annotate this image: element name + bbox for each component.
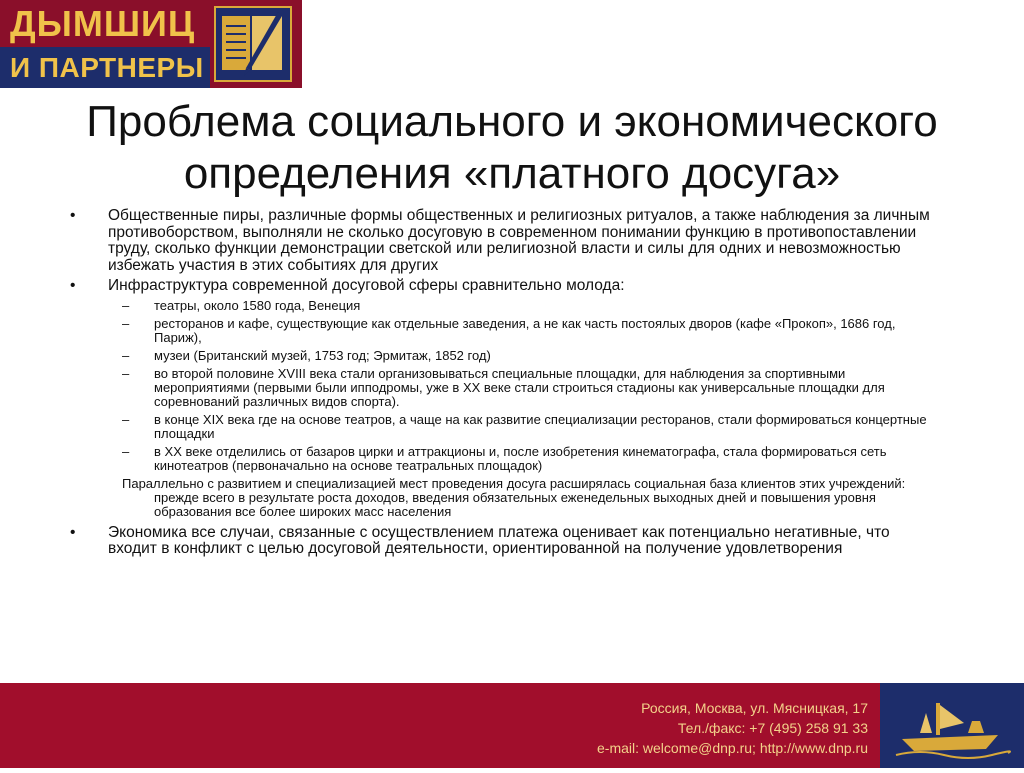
bullet-text: Экономика все случаи, связанные с осуществлением платежа оценивает как потенциально негативные, что входит в конфликт с целью досуговой деятельности, ориентированной на получение удовлетворения <box>108 523 890 557</box>
sub-bullet-text: ресторанов и кафе, существующие как отдельные заведения, а не как часть постоялых дворов (кафе «Прокоп», 1686 год, Париж), <box>154 315 896 345</box>
footer-address: Россия, Москва, ул. Мясницкая, 17 <box>641 700 868 716</box>
sub-bullet-marker: – <box>122 297 130 313</box>
sub-bullet-item <box>70 349 930 363</box>
sub-bullet-item <box>70 367 930 409</box>
sub-bullet-text: в XX веке отделились от базаров цирки и аттракционы и, после изобретения кинематографа, стала формироваться сеть кинотеатров (первоначально на основе театральных площадок) <box>154 443 887 473</box>
footer-email-web: e-mail: welcome@dnp.ru; http://www.dnp.ru <box>597 740 868 756</box>
ship-emblem-icon <box>880 683 1024 768</box>
logo-line-1: ДЫМШИЦ <box>10 3 196 44</box>
sub-bullet-text: во второй половине XVIII века стали организовываться специальные площадки, для наблюдения за спортивными мероприятиями (первыми были ипподромы, уже в XX веке стали строиться стадионы как универсальные площадки для соревнований различных видов спорта). <box>154 365 885 409</box>
sub-bullet-marker: – <box>122 365 130 381</box>
footer-phone: Тел./факс: +7 (495) 258 91 33 <box>677 720 868 736</box>
footer-bar <box>0 683 880 768</box>
sub-bullet-marker: – <box>122 315 130 331</box>
sub-bullet-item <box>70 445 930 473</box>
company-logo <box>0 0 302 88</box>
bullet-item <box>70 208 930 274</box>
footer-contacts <box>597 698 868 758</box>
sub-bullet-text: музеи (Британский музей, 1753 год; Эрмитаж, 1852 год) <box>154 347 491 363</box>
sub-bullet-item <box>70 299 930 313</box>
bullet-marker: • <box>70 277 76 294</box>
bullet-item <box>70 525 930 558</box>
bullet-text: Общественные пиры, различные формы общественных и религиозных ритуалов, а также наблюдения за личным противоборством, выполняли не сколько досуговую в современном понимании функцию в противопоставлении труду, сколько функции демонстрации светской или религиозной власти и силы для одних и невозможностью избежать участия в этих событиях для других <box>108 207 930 274</box>
sub-bullet-item <box>70 317 930 345</box>
sub-bullet-text: театры, около 1580 года, Венеция <box>154 297 361 313</box>
sub-paragraph: Параллельно с развитием и специализацией мест проведения досуга расширялась социальная база клиентов этих учреждений: прежде всего в результате роста доходов, введения обязательных еженедельных выходных дней и повышения уровня образования все более широких масс населения <box>122 475 906 519</box>
bullet-text: Инфраструктура современной досуговой сферы сравнительно молода: <box>108 277 625 294</box>
slide-content <box>70 208 930 562</box>
bullet-marker: • <box>70 207 76 224</box>
sub-bullet-marker: – <box>122 443 130 459</box>
sub-bullet-text: в конце XIX века где на основе театров, а чаще на как развитие специализации ресторанов, стали формироваться концертные площадки <box>154 411 927 441</box>
sub-bullet-marker: – <box>122 347 130 363</box>
slide-title: Проблема социального и экономического определения «платного досуга» <box>86 97 938 198</box>
sub-bullet-item <box>70 413 930 441</box>
logo-line-2: И ПАРТНЕРЫ <box>10 52 204 83</box>
quill-book-emblem-icon <box>214 6 292 82</box>
bullet-item <box>70 278 930 295</box>
sub-bullet-marker: – <box>122 411 130 427</box>
bullet-marker: • <box>70 523 76 541</box>
